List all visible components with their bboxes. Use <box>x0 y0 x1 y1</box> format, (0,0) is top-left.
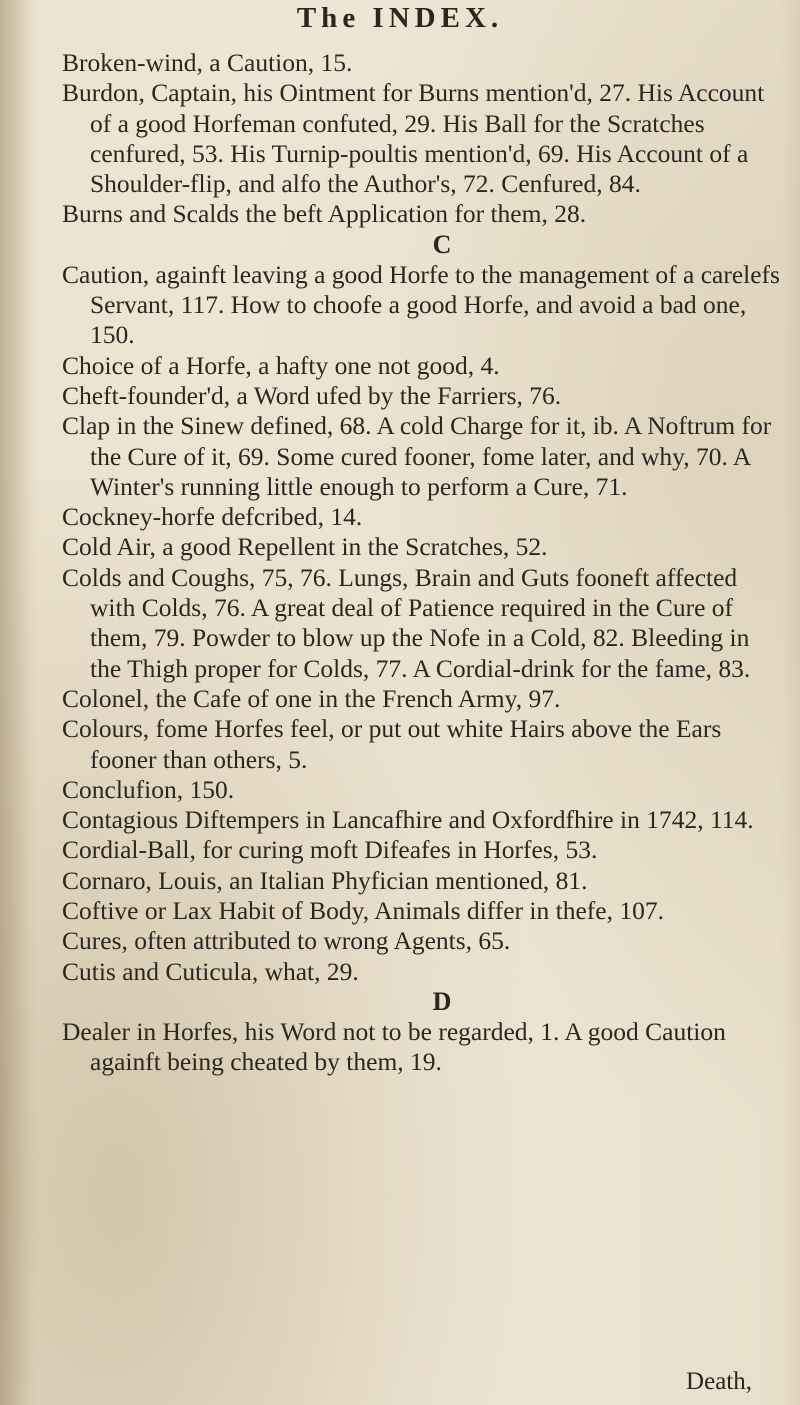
index-entry-dealer: Dealer in Horfes, his Word not to be regarded, 1. A good Caution againft being cheated by them, 19. <box>62 1016 726 1077</box>
page-gutter-shadow <box>0 0 30 1405</box>
index-entry-cockney-horfe: Cockney-horfe defcribed, 14. <box>62 502 363 532</box>
index-entry-colds: Colds and Coughs, 75, 76. Lungs, Brain and Guts fooneft affected with Colds, 76. A great deal of Patience required in the Cure of them, 79. Powder to blow up the Nofe in a Cold, 82. Bleeding in the Thigh proper for Colds, 77. A Cordial-drink for the fame, 83. <box>62 562 751 683</box>
catchword: Death, <box>686 1368 752 1395</box>
section-letter-c: C <box>432 229 452 259</box>
index-entry-burdon: Burdon, Captain, his Ointment for Burns mention'd, 27. His Account of a good Horfeman confuted, 29. His Ball for the Scratches cenfured, 53. His Turnip-poultis mention'd, 69. His Account of a Shoulder-flip, and alfo the Author's, 72. Cenfured, 84. <box>62 78 765 199</box>
index-entry-conclufion: Conclufion, 150. <box>62 774 235 804</box>
index-entry-clap: Clap in the Sinew defined, 68. A cold Charge for it, ib. A Noftrum for the Cure of it, 69. Some cured fooner, fome later, and why, 70. A Winter's running little enough to perform a Cure, 71. <box>62 411 772 501</box>
index-entry-cordial-ball: Cordial-Ball, for curing moft Difeafes in Horfes, 53. <box>62 835 598 865</box>
index-entry-burns: Burns and Scalds the beft Application for them, 28. <box>62 199 587 229</box>
index-text <box>62 48 782 1078</box>
index-entry-coftive: Coftive or Lax Habit of Body, Animals differ in thefe, 107. <box>62 896 664 926</box>
index-entry-cornaro: Cornaro, Louis, an Italian Phyfician mentioned, 81. <box>62 865 588 895</box>
index-entry-caution: Caution, againft leaving a good Horfe to the management of a carelefs Servant, 117. How to choofe a good Horfe, and avoid a bad one, 150. <box>62 259 780 350</box>
index-entry-cheft-founder: Cheft-founder'd, a Word ufed by the Farriers, 76. <box>62 380 562 410</box>
index-entry-colours: Colours, fome Horfes feel, or put out white Hairs above the Ears fooner than others, 5. <box>62 714 722 774</box>
index-entry-contagious: Contagious Diftempers in Lancafhire and Oxfordfhire in 1742, 114. <box>62 805 754 835</box>
index-entry-cold-air: Cold Air, a good Repellent in the Scratches, 52. <box>62 532 548 562</box>
running-header: The INDEX. <box>296 2 504 34</box>
index-entry-colonel: Colonel, the Cafe of one in the French Army, 97. <box>62 683 561 713</box>
index-entry-cutis: Cutis and Cuticula, what, 29. <box>62 956 359 986</box>
index-entry-cures: Cures, often attributed to wrong Agents, 65. <box>62 926 511 956</box>
index-entry-choice: Choice of a Horfe, a hafty one not good, 4. <box>62 350 500 380</box>
section-letter-d: D <box>432 986 452 1016</box>
index-entry-broken-wind: Broken-wind, a Caution, 15. <box>62 48 353 77</box>
